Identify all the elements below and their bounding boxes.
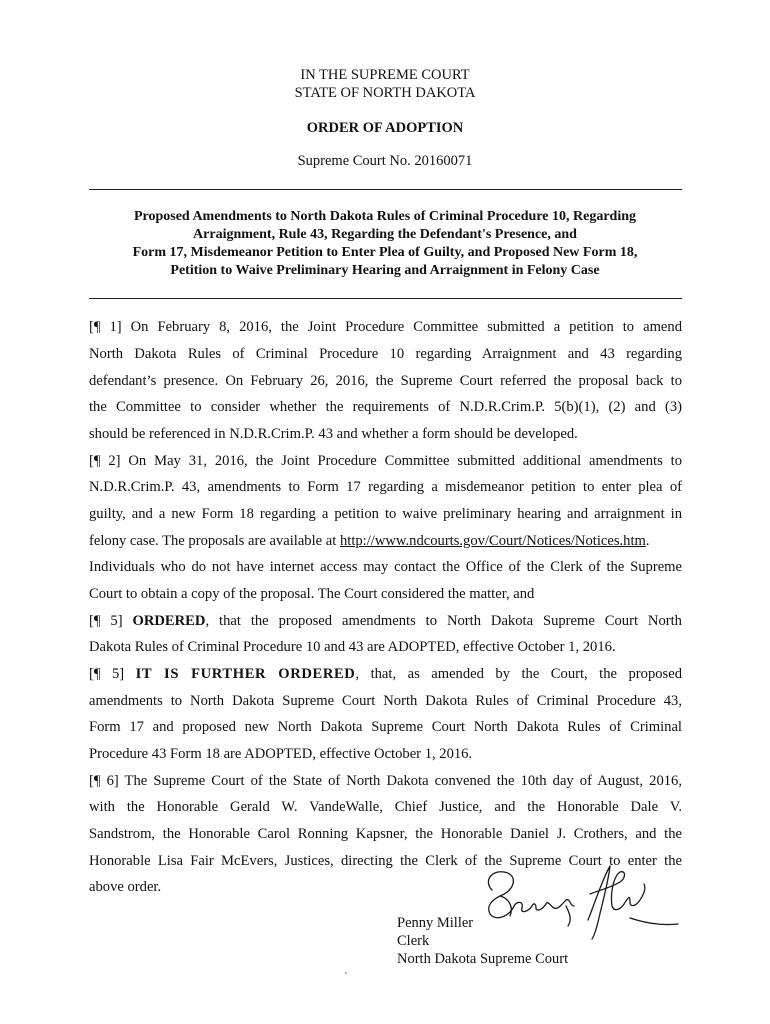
text-line: Sandstrom, the Honorable Carol Ronning Kapsner, the Honorable Daniel J. Crothers, and the — [89, 826, 682, 842]
caption-line: Form 17, Misdemeanor Petition to Enter Plea of Guilty, and Proposed New Form 18, — [132, 245, 638, 260]
text-line — [89, 665, 682, 683]
text-line — [89, 532, 682, 550]
text-line: Procedure 43 Form 18 are ADOPTED, effective October 1, 2016. — [89, 746, 473, 762]
paragraph-mark: [¶ 5] — [89, 613, 133, 629]
text-line: Honorable Lisa Fair McEvers, Justices, directing the Clerk of the Supreme Court to enter the — [89, 853, 682, 869]
signer-name: Penny Miller — [397, 915, 474, 931]
scan-speck — [345, 972, 347, 974]
document-title: ORDER OF ADOPTION — [306, 120, 464, 136]
text-line: defendant’s presence. On February 26, 2016, the Supreme Court referred the proposal back to — [89, 373, 682, 389]
text-line: North Dakota Rules of Criminal Procedure 10 regarding Arraignment and 43 regarding — [89, 346, 682, 362]
case-number: Supreme Court No. 20160071 — [297, 153, 473, 169]
text-line: [¶ 2] On May 31, 2016, the Joint Procedure Committee submitted additional amendments to — [89, 453, 682, 469]
text-line: the Committee to consider whether the requirements of N.D.R.Crim.P. 5(b)(1), (2) and (3) — [89, 399, 682, 415]
caption-line: Arraignment, Rule 43, Regarding the Defendant's Presence, and — [193, 227, 577, 242]
text-span: felony case. The proposals are available at — [89, 533, 340, 549]
text-line: Dakota Rules of Criminal Procedure 10 and 43 are ADOPTED, effective October 1, 2016. — [89, 639, 616, 655]
text-line: Court to obtain a copy of the proposal. The Court considered the matter, and — [89, 586, 535, 602]
paragraph-mark: [¶ 5] — [89, 666, 136, 682]
text-line: Individuals who do not have internet access may contact the Office of the Clerk of the Supreme — [89, 559, 682, 575]
text-line: [¶ 6] The Supreme Court of the State of North Dakota convened the 10th day of August, 2016, — [89, 773, 682, 789]
signer-role: Clerk — [397, 933, 430, 949]
further-ordered-label: IT IS FURTHER ORDERED — [135, 666, 356, 682]
text-line: amendments to North Dakota Supreme Court North Dakota Rules of Criminal Procedure 43, — [89, 693, 682, 709]
text-span: . — [645, 533, 650, 549]
divider-bottom — [89, 298, 682, 299]
caption-line: Petition to Waive Preliminary Hearing and Arraignment in Felony Case — [170, 263, 600, 278]
text-line: should be referenced in N.D.R.Crim.P. 43 and whether a form should be developed. — [89, 426, 578, 442]
text-line: Form 17 and proposed new North Dakota Supreme Court North Dakota Rules of Criminal — [89, 719, 682, 735]
text-line: N.D.R.Crim.P. 43, amendments to Form 17 regarding a misdemeanor petition to enter plea of — [89, 479, 682, 495]
text-line: above order. — [89, 879, 162, 895]
signer-office: North Dakota Supreme Court — [397, 951, 569, 967]
caption-line: Proposed Amendments to North Dakota Rules of Criminal Procedure 10, Regarding — [133, 209, 637, 224]
ordered-label: ORDERED — [132, 613, 206, 629]
text-line — [89, 612, 682, 630]
state-name: STATE OF NORTH DAKOTA — [294, 85, 476, 101]
notices-link[interactable]: http://www.ndcourts.gov/Court/Notices/Notices.htm — [339, 533, 646, 549]
text-span: , that, as amended by the Court, the proposed — [355, 666, 682, 682]
text-line: [¶ 1] On February 8, 2016, the Joint Procedure Committee submitted a petition to amend — [89, 319, 682, 335]
court-name: IN THE SUPREME COURT — [300, 67, 470, 83]
handwritten-signature — [470, 860, 680, 940]
text-line: guilty, and a new Form 18 regarding a petition to waive preliminary hearing and arraignment in — [89, 506, 682, 522]
divider-top — [89, 189, 682, 190]
text-span: , that the proposed amendments to North Dakota Supreme Court North — [205, 613, 682, 629]
text-line: with the Honorable Gerald W. VandeWalle, Chief Justice, and the Honorable Dale V. — [89, 799, 682, 815]
